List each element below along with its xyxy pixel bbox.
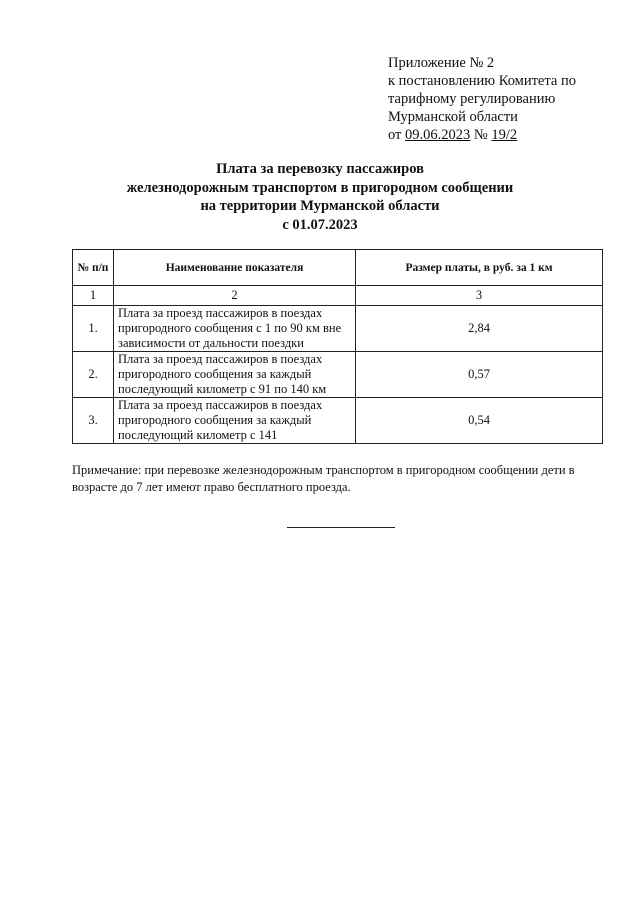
title-line-4: с 01.07.2023 (282, 216, 358, 233)
row-number: 3. (73, 398, 114, 444)
signature-divider (287, 527, 395, 528)
row-value: 0,57 (356, 352, 603, 398)
index-cell-1: 1 (73, 286, 114, 306)
attachment-number: 19/2 (491, 127, 518, 143)
index-cell-3: 3 (356, 286, 603, 306)
attachment-date-prefix: от (388, 127, 406, 143)
title-line-3: на территории Мурманской области (200, 198, 440, 214)
row-number: 2. (73, 352, 114, 398)
table-header-row (73, 250, 603, 286)
attachment-number-sign: № (470, 127, 492, 143)
row-value: 0,54 (356, 398, 603, 444)
header-value: Размер платы, в руб. за 1 км (356, 250, 603, 286)
header-name: Наименование показателя (114, 250, 356, 286)
row-name: Плата за проезд пассажиров в поездах пригородного сообщения с 1 по 90 км вне зависимости от дальности поездки (114, 306, 356, 352)
table-row (73, 398, 603, 444)
attachment-date: 09.06.2023 (405, 127, 471, 143)
attachment-header (388, 54, 576, 144)
row-value: 2,84 (356, 306, 603, 352)
row-name: Плата за проезд пассажиров в поездах пригородного сообщения за каждый последующий километр с 141 (114, 398, 356, 444)
table-row (73, 352, 603, 398)
title-line-2: железнодорожным транспортом в пригородном сообщении (126, 179, 514, 196)
attachment-line-5 (388, 126, 576, 144)
attachment-line-1: Приложение № 2 (388, 55, 495, 71)
document-title (0, 160, 640, 234)
row-number: 1. (73, 306, 114, 352)
index-cell-2: 2 (114, 286, 356, 306)
table-index-row (73, 286, 603, 306)
row-name: Плата за проезд пассажиров в поездах пригородного сообщения за каждый последующий километр с 91 по 140 км (114, 352, 356, 398)
attachment-line-3: тарифному регулированию (388, 91, 556, 107)
footnote: Примечание: при перевозке железнодорожным транспортом в пригородном сообщении дети в возрасте до 7 лет имеют право бесплатного проезда. (72, 463, 575, 494)
attachment-line-4: Мурманской области (388, 109, 518, 125)
attachment-line-2: к постановлению Комитета по (388, 73, 576, 89)
tariff-table (72, 249, 603, 444)
table-row (73, 306, 603, 352)
header-num: № п/п (73, 250, 114, 286)
title-line-1: Плата за перевозку пассажиров (216, 161, 424, 177)
